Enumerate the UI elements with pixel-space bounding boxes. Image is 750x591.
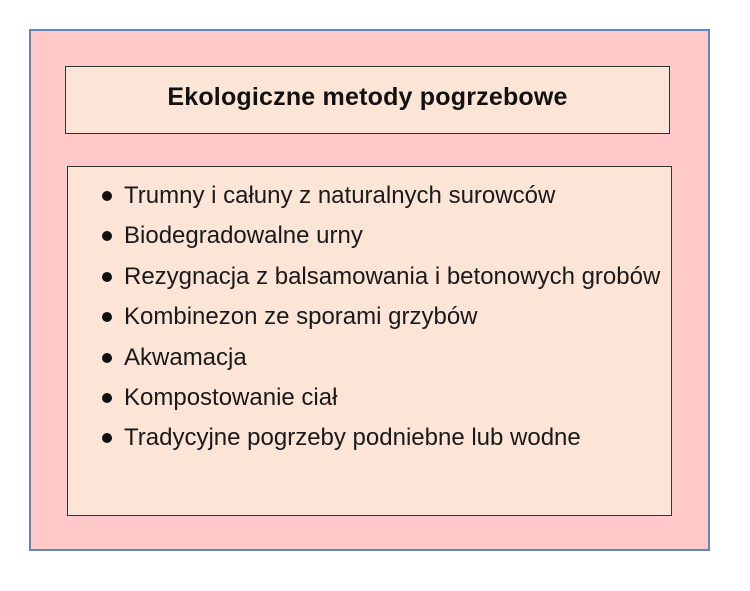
list-item <box>102 297 662 337</box>
list-item <box>102 257 662 297</box>
list-item-text: Tradycyjne pogrzeby podniebne lub wodne <box>124 424 581 452</box>
method-list <box>102 176 662 459</box>
bullet-icon <box>102 216 112 256</box>
list-item-text: Trumny i całuny z naturalnych surowców <box>124 182 556 209</box>
list-item <box>102 176 662 216</box>
list-item-text: Rezygnacja z balsamowania i betonowych grobów <box>124 262 661 290</box>
bullet-icon <box>102 378 112 418</box>
list-item <box>102 418 662 458</box>
title-box <box>65 66 670 134</box>
bullet-icon <box>102 257 112 297</box>
list-box <box>67 166 672 516</box>
bullet-icon <box>102 176 112 216</box>
list-item-text: Kompostowanie ciał <box>124 384 338 412</box>
bullet-icon <box>102 297 112 337</box>
list-item <box>102 338 662 378</box>
list-item-text: Kombinezon ze sporami grzybów <box>124 303 478 331</box>
list-item-text: Akwamacja <box>124 343 247 371</box>
list-item <box>102 216 662 256</box>
bullet-icon <box>102 338 112 378</box>
bullet-icon <box>102 418 112 458</box>
diagram-title: Ekologiczne metody pogrzebowe <box>167 82 568 111</box>
list-item <box>102 378 662 418</box>
list-item-text: Biodegradowalne urny <box>124 222 363 250</box>
